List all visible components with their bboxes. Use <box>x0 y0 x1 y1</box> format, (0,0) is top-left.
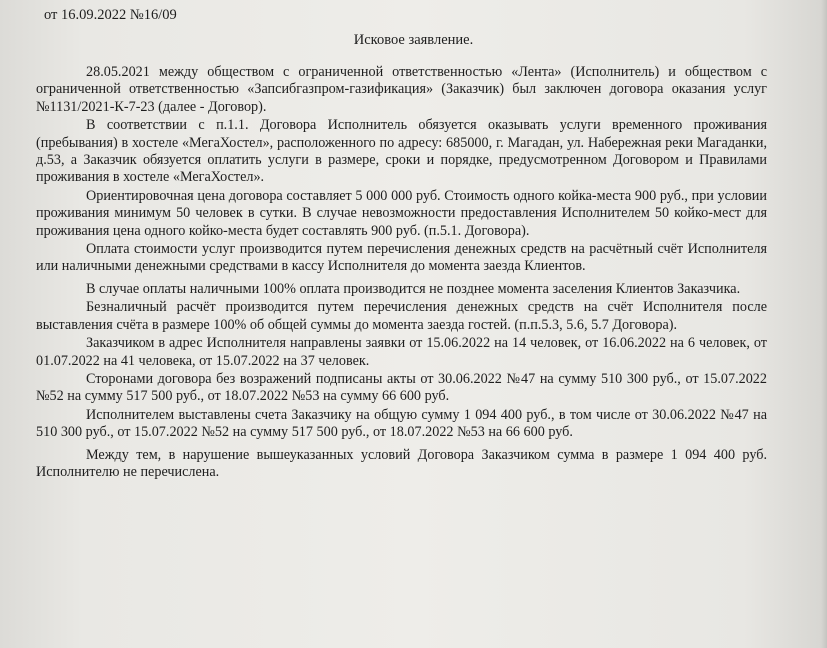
paragraph-payment-method: Оплата стоимости услуг производится путем перечисления денежных средств на расчётный счёт Исполнителя или наличными денежными средствами в кассу Исполнителя до момента заезда Клиентов. <box>36 241 767 275</box>
document-title: Исковое заявление. <box>353 32 474 48</box>
paragraph-non-payment: Между тем, в нарушение вышеуказанных условий Договора Заказчиком сумма в размере 1 094 400 руб. Исполнителю не перечислена. <box>36 446 767 480</box>
paragraph-cashless-payment: Безналичный расчёт производится путем перечисления денежных средств на счёт Исполнителя после выставления счёта в размере 100% об общей суммы до момента заезда гостей. (п.п.5.3, 5.6, 5.7 Договора). <box>36 299 767 333</box>
paragraph-cash-payment: В случае оплаты наличными 100% оплата производится не позднее момента заселения Клиентов Заказчика. <box>86 280 741 297</box>
paragraph-signed-acts: Сторонами договора без возражений подписаны акты от 30.06.2022 №47 на сумму 510 300 руб., от 15.07.2022 №52 на сумму 517 500 руб., от 18.07.2022 №53 на сумму 66 600 руб. <box>36 370 767 405</box>
paragraph-contract-price: Ориентировочная цена договора составляет 5 000 000 руб. Стоимость одного койка-места 900 руб., при условии проживания минимум 50 человек в сутки. В случае невозможности предоставления Исполнителем 50 койко-мест для проживания цена одного койко-места будет составлять 900 руб. (п.5.1. Договора). <box>36 187 767 239</box>
document-number-date: от 16.09.2022 №16/09 <box>44 7 177 23</box>
paragraph-contract-conclusion: 28.05.2021 между обществом с ограниченной ответственностью «Лента» (Исполнитель) и обществом с ограниченной ответственностью «Запсибгазпром-газификация» (Заказчик) был заключен договора оказания услуг №1131/2021-К-7-23 (далее - Договор). <box>36 64 767 115</box>
paragraph-contract-subject: В соответствии с п.1.1. Договора Исполнитель обязуется оказывать услуги временного проживания (пребывания) в хостеле «МегаХостел», расположенного по адресу: 685000, г. Магадан, ул. Набережная реки Магаданки, д.53, а Заказчик обязуется оплатить услуги в размере, сроки и порядке, предусмотренном Договором и Правилами проживания в хостеле «МегаХостел». <box>36 117 767 186</box>
page-edge-shadow <box>821 0 827 648</box>
document-body <box>36 64 767 482</box>
paragraph-invoices: Исполнителем выставлены счета Заказчику на общую сумму 1 094 400 руб., в том числе от 30.06.2022 №47 на 510 300 руб., от 15.07.2022 №52 на сумму 517 500 руб., от 18.07.2022 №53 на 66 600 руб. <box>36 406 767 441</box>
paragraph-requests: Заказчиком в адрес Исполнителя направлены заявки от 15.06.2022 на 14 человек, от 16.06.2022 на 6 человек, от 01.07.2022 на 41 человека, от 15.07.2022 на 37 человек. <box>36 335 767 369</box>
